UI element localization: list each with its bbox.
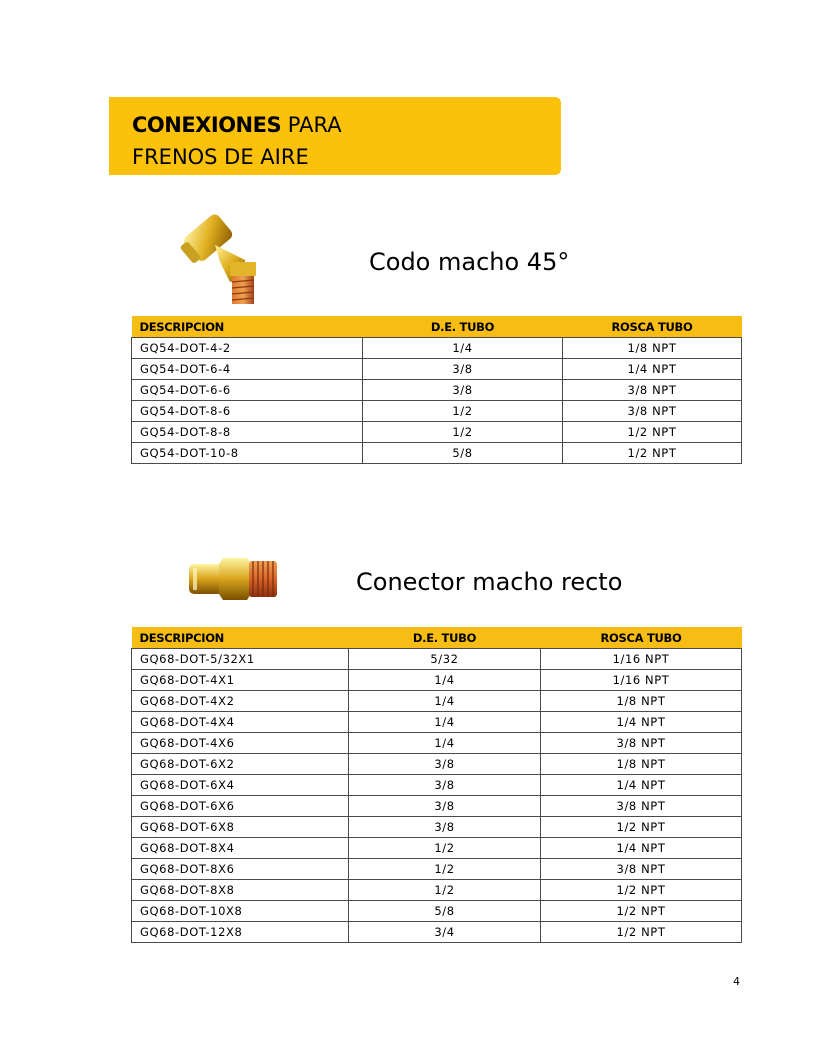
- banner-bold-text: CONEXIONES: [132, 113, 282, 137]
- table-header-row: [132, 316, 742, 338]
- cell-de-tubo: 1/2: [363, 401, 563, 422]
- spec-table-conector: [131, 627, 742, 943]
- cell-rosca-tubo: 1/4 NPT: [563, 359, 742, 380]
- cell-rosca-tubo: 1/8 NPT: [541, 754, 742, 775]
- cell-rosca-tubo: 3/8 NPT: [541, 796, 742, 817]
- spec-table-codo: [131, 316, 742, 464]
- cell-descripcion: GQ68-DOT-6X8: [132, 817, 349, 838]
- table-row: [132, 401, 742, 422]
- title-banner: [109, 97, 561, 175]
- cell-de-tubo: 3/8: [349, 775, 541, 796]
- brass-45-elbow-fitting-icon: [160, 200, 310, 312]
- header-rosca-tubo: ROSCA TUBO: [541, 627, 742, 649]
- cell-descripcion: GQ54-DOT-8-8: [132, 422, 363, 443]
- cell-de-tubo: 1/4: [349, 691, 541, 712]
- table-row: [132, 691, 742, 712]
- cell-rosca-tubo: 1/2 NPT: [541, 817, 742, 838]
- table-row: [132, 712, 742, 733]
- header-descripcion: DESCRIPCION: [132, 316, 363, 338]
- cell-rosca-tubo: 1/16 NPT: [541, 649, 742, 670]
- cell-rosca-tubo: 1/2 NPT: [541, 901, 742, 922]
- cell-de-tubo: 3/8: [363, 380, 563, 401]
- page-number: 4: [733, 975, 740, 988]
- cell-rosca-tubo: 3/8 NPT: [563, 380, 742, 401]
- cell-rosca-tubo: 3/8 NPT: [541, 859, 742, 880]
- table-row: [132, 817, 742, 838]
- banner-line-2: FRENOS DE AIRE: [132, 145, 309, 169]
- cell-de-tubo: 3/8: [349, 754, 541, 775]
- cell-descripcion: GQ54-DOT-6-6: [132, 380, 363, 401]
- cell-descripcion: GQ68-DOT-6X6: [132, 796, 349, 817]
- cell-rosca-tubo: 1/4 NPT: [541, 838, 742, 859]
- banner-regular-text: PARA: [281, 113, 342, 137]
- table-row: [132, 754, 742, 775]
- table-row: [132, 796, 742, 817]
- table-row: [132, 859, 742, 880]
- cell-de-tubo: 3/8: [363, 359, 563, 380]
- cell-rosca-tubo: 1/2 NPT: [541, 880, 742, 901]
- cell-descripcion: GQ68-DOT-10X8: [132, 901, 349, 922]
- cell-rosca-tubo: 1/2 NPT: [541, 922, 742, 943]
- cell-de-tubo: 1/2: [363, 422, 563, 443]
- table-row: [132, 422, 742, 443]
- table-row: [132, 649, 742, 670]
- cell-de-tubo: 3/8: [349, 796, 541, 817]
- cell-de-tubo: 1/4: [349, 733, 541, 754]
- cell-de-tubo: 1/4: [349, 670, 541, 691]
- cell-de-tubo: 5/8: [349, 901, 541, 922]
- cell-descripcion: GQ54-DOT-4-2: [132, 338, 363, 359]
- cell-rosca-tubo: 1/16 NPT: [541, 670, 742, 691]
- cell-rosca-tubo: 1/4 NPT: [541, 712, 742, 733]
- cell-descripcion: GQ68-DOT-4X1: [132, 670, 349, 691]
- cell-descripcion: GQ68-DOT-6X4: [132, 775, 349, 796]
- header-de-tubo: D.E. TUBO: [363, 316, 563, 338]
- cell-rosca-tubo: 1/2 NPT: [563, 443, 742, 464]
- cell-de-tubo: 1/2: [349, 838, 541, 859]
- cell-de-tubo: 1/4: [363, 338, 563, 359]
- cell-descripcion: GQ68-DOT-5/32X1: [132, 649, 349, 670]
- table-row: [132, 880, 742, 901]
- cell-rosca-tubo: 1/4 NPT: [541, 775, 742, 796]
- cell-descripcion: GQ68-DOT-4X6: [132, 733, 349, 754]
- table-row: [132, 670, 742, 691]
- cell-rosca-tubo: 3/8 NPT: [563, 401, 742, 422]
- cell-de-tubo: 3/8: [349, 817, 541, 838]
- cell-descripcion: GQ68-DOT-4X2: [132, 691, 349, 712]
- cell-descripcion: GQ54-DOT-6-4: [132, 359, 363, 380]
- header-descripcion: DESCRIPCION: [132, 627, 349, 649]
- cell-descripcion: GQ68-DOT-12X8: [132, 922, 349, 943]
- cell-de-tubo: 5/8: [363, 443, 563, 464]
- table-row: [132, 775, 742, 796]
- banner-line-1: [132, 109, 561, 141]
- cell-rosca-tubo: 1/8 NPT: [541, 691, 742, 712]
- cell-de-tubo: 1/2: [349, 859, 541, 880]
- cell-rosca-tubo: 3/8 NPT: [541, 733, 742, 754]
- cell-descripcion: GQ68-DOT-8X4: [132, 838, 349, 859]
- cell-rosca-tubo: 1/8 NPT: [563, 338, 742, 359]
- header-de-tubo: D.E. TUBO: [349, 627, 541, 649]
- header-rosca-tubo: ROSCA TUBO: [563, 316, 742, 338]
- cell-descripcion: GQ68-DOT-6X2: [132, 754, 349, 775]
- table-row: [132, 733, 742, 754]
- cell-de-tubo: 5/32: [349, 649, 541, 670]
- cell-rosca-tubo: 1/2 NPT: [563, 422, 742, 443]
- cell-de-tubo: 1/2: [349, 880, 541, 901]
- section-title-codo: Codo macho 45°: [369, 248, 570, 276]
- cell-descripcion: GQ54-DOT-8-6: [132, 401, 363, 422]
- section-title-conector: Conector macho recto: [356, 568, 623, 596]
- table-row: [132, 380, 742, 401]
- cell-descripcion: GQ68-DOT-4X4: [132, 712, 349, 733]
- table-row: [132, 901, 742, 922]
- cell-de-tubo: 1/4: [349, 712, 541, 733]
- table-row: [132, 922, 742, 943]
- cell-de-tubo: 3/4: [349, 922, 541, 943]
- table-row: [132, 338, 742, 359]
- table-row: [132, 838, 742, 859]
- cell-descripcion: GQ54-DOT-10-8: [132, 443, 363, 464]
- table-header-row: [132, 627, 742, 649]
- cell-descripcion: GQ68-DOT-8X8: [132, 880, 349, 901]
- brass-straight-connector-icon: [185, 550, 280, 608]
- table-row: [132, 443, 742, 464]
- table-row: [132, 359, 742, 380]
- cell-descripcion: GQ68-DOT-8X6: [132, 859, 349, 880]
